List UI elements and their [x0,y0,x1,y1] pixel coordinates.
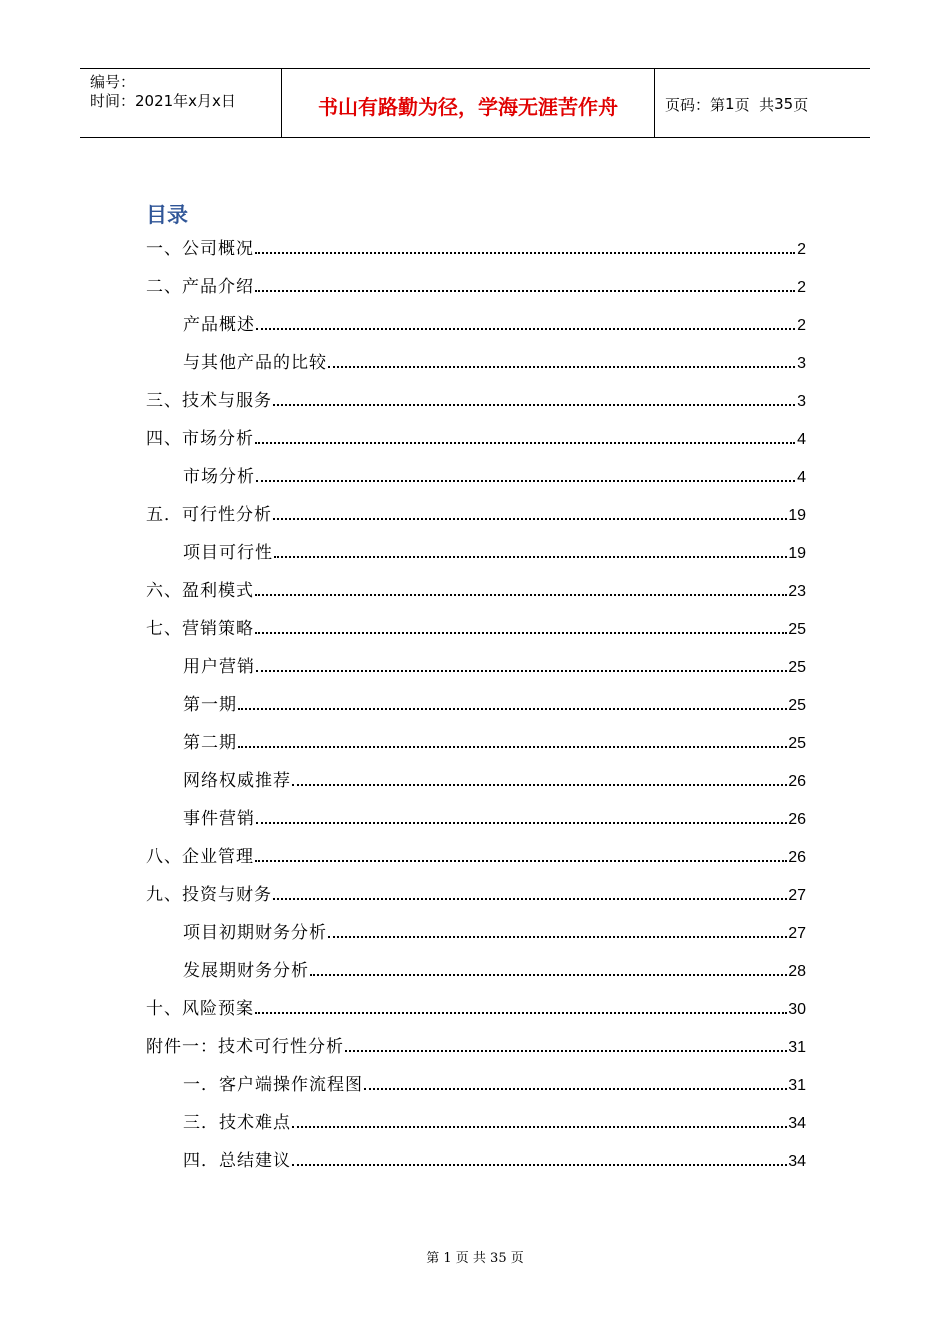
toc-entry-text: 与其他产品的比较 [183,353,327,373]
toc-entry[interactable] [146,268,806,306]
toc-entry-text: 七、营销策略 [146,619,254,639]
header-time-label: 时间：2021年x月x日 [90,92,236,110]
toc-entry-page: 19 [788,545,806,562]
toc-dot-leader [256,480,795,482]
toc-entry-page: 25 [788,697,806,714]
toc-dot-leader [255,1012,787,1014]
toc-entry-page: 4 [797,469,806,486]
toc-entry[interactable] [146,1028,806,1066]
toc-entry[interactable] [146,686,806,724]
toc-dot-leader [328,366,795,368]
toc-entry-text: 一、公司概况 [146,239,254,259]
toc-entry-page: 26 [788,773,806,790]
toc-entry-text: 发展期财务分析 [183,961,309,981]
toc-entry-text: 四、市场分析 [146,429,254,449]
toc-entry[interactable] [146,914,806,952]
header-page-prefix: 页码：第 [665,95,726,114]
toc-dot-leader [273,518,787,520]
toc-dot-leader [238,708,787,710]
toc-entry[interactable] [146,458,806,496]
toc-entry-page: 2 [797,317,806,334]
toc-entry-text: 网络权威推荐 [183,771,291,791]
toc-entry[interactable] [146,534,806,572]
toc-dot-leader [310,974,787,976]
toc-entry-text: 附件一：技术可行性分析 [146,1037,344,1057]
toc-dot-leader [273,898,787,900]
toc-entry-text: 六、盈利模式 [146,581,254,601]
toc-entry-page: 23 [788,583,806,600]
toc-entry-text: 五．可行性分析 [146,505,272,525]
toc-entry[interactable] [146,876,806,914]
header-number-label: 编号： [90,73,136,91]
toc-entry-text: 项目可行性 [183,543,273,563]
toc-dot-leader [364,1088,787,1090]
toc-entry-text: 三、技术与服务 [146,391,272,411]
toc-entry[interactable] [146,800,806,838]
toc-dot-leader [345,1050,787,1052]
toc-entry[interactable] [146,306,806,344]
toc-entry-page: 27 [788,925,806,942]
toc-entry[interactable] [146,230,806,268]
toc-entry-page: 25 [788,621,806,638]
toc-entry-page: 3 [797,393,806,410]
toc-entry-text: 四．总结建议 [183,1151,291,1171]
toc-entry[interactable] [146,762,806,800]
toc-entry[interactable] [146,496,806,534]
toc-entry-text: 产品概述 [183,315,255,335]
toc-entry[interactable] [146,1066,806,1104]
toc-dot-leader [255,632,787,634]
toc-entry[interactable] [146,1142,806,1180]
toc-dot-leader [273,404,795,406]
toc-entry-text: 九、投资与财务 [146,885,272,905]
toc-entry-page: 4 [797,431,806,448]
toc-entry[interactable] [146,952,806,990]
header-page-total: 35 [774,95,794,113]
toc-entry-text: 第一期 [183,695,237,715]
toc-entry-text: 一．客户端操作流程图 [183,1075,363,1095]
toc-entry-text: 十、风险预案 [146,999,254,1019]
toc-entry[interactable] [146,344,806,382]
toc-dot-leader [292,1126,787,1128]
toc-entry-page: 34 [788,1115,806,1132]
toc-entry-page: 27 [788,887,806,904]
toc-dot-leader [255,442,795,444]
toc-entry-page: 19 [788,507,806,524]
footer-page-number: 第 1 页 共 35 页 [426,1251,524,1266]
toc-entry[interactable] [146,1104,806,1142]
toc-entry-text: 用户营销 [183,657,255,677]
toc-entry[interactable] [146,838,806,876]
toc-entry-page: 2 [797,279,806,296]
toc-entry[interactable] [146,382,806,420]
toc-entry-page: 28 [788,963,806,980]
toc-entry-page: 25 [788,659,806,676]
toc-dot-leader [255,594,787,596]
toc-entry-text: 项目初期财务分析 [183,923,327,943]
header-page-suffix: 页 [793,95,809,114]
toc-entry[interactable] [146,572,806,610]
header-motto: 书山有路勤为径，学海无涯苦作舟 [282,69,655,137]
toc-dot-leader [292,1164,787,1166]
toc-entry-page: 31 [788,1039,806,1056]
toc-dot-leader [328,936,787,938]
toc-entry[interactable] [146,610,806,648]
toc-entry-text: 第二期 [183,733,237,753]
toc-dot-leader [274,556,787,558]
toc-entry-text: 市场分析 [183,467,255,487]
toc-entry[interactable] [146,990,806,1028]
toc-entry-page: 3 [797,355,806,372]
page-footer [0,1247,950,1266]
header-page-info [655,69,870,137]
toc-dot-leader [256,822,787,824]
toc-entry-text: 事件营销 [183,809,255,829]
toc-entry-page: 30 [788,1001,806,1018]
header-page-current: 1 [725,95,735,113]
toc-entry-page: 26 [788,849,806,866]
toc-title: 目录 [146,203,188,227]
page-header [80,68,870,138]
header-page-mid: 页 共 [734,95,775,114]
toc-list [146,230,806,1180]
toc-dot-leader [256,328,795,330]
toc-entry-text: 八、企业管理 [146,847,254,867]
toc-entry-page: 34 [788,1153,806,1170]
toc-entry[interactable] [146,420,806,458]
toc-dot-leader [238,746,787,748]
toc-entry-page: 31 [788,1077,806,1094]
toc-dot-leader [256,670,787,672]
toc-dot-leader [292,784,787,786]
toc-entry-text: 二、产品介绍 [146,277,254,297]
toc-entry-text: 三．技术难点 [183,1113,291,1133]
header-meta [80,69,282,137]
toc-dot-leader [255,252,795,254]
toc-entry[interactable] [146,648,806,686]
toc-entry-page: 2 [797,241,806,258]
toc-dot-leader [255,860,787,862]
toc-entry[interactable] [146,724,806,762]
toc-dot-leader [255,290,795,292]
toc-entry-page: 25 [788,735,806,752]
toc-entry-page: 26 [788,811,806,828]
